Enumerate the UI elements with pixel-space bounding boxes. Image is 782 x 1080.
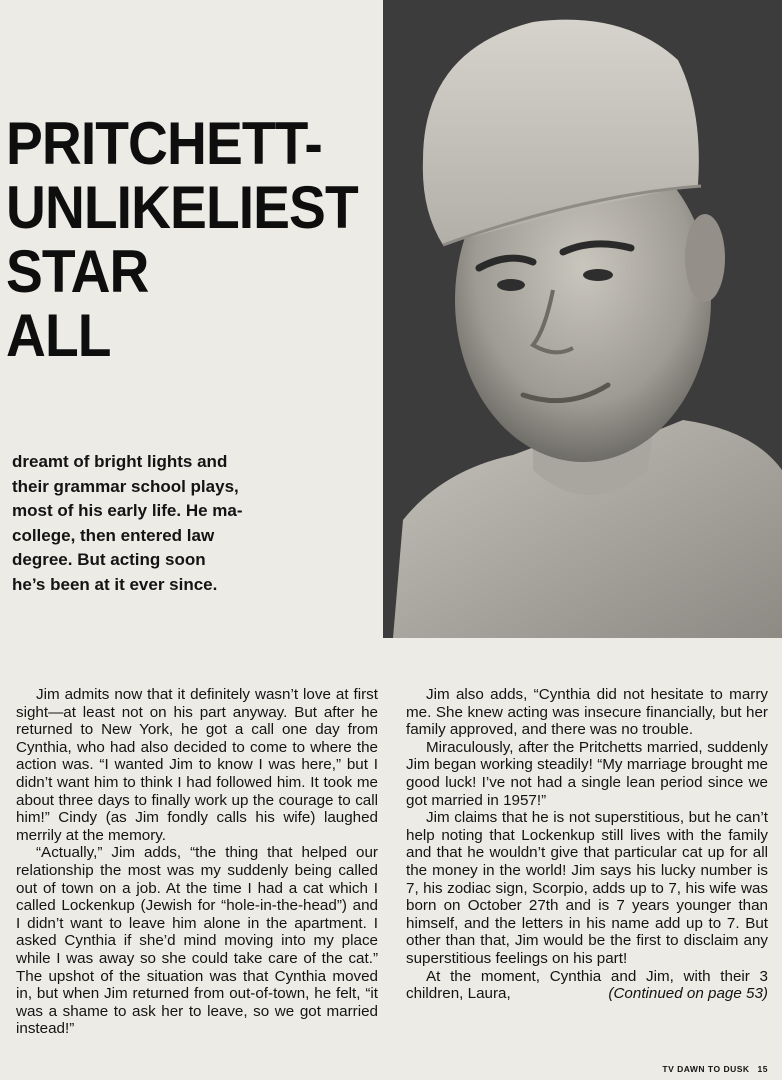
intro-line-6: he’s been at it ever since. (12, 574, 218, 594)
paragraph: “Actually,” Jim adds, “the thing that helped our relationship the most was my suddenly being called out of town on a job. At the time I had a cat which I called Lockenkup (Jewish for “hole-in-the-head”) and I didn’t want to leave him alone in the apartment. I asked Cynthia if she’d mind moving into my place while I was away so she could take care of the cat.” The upshot of the situation was that Cynthia moved in, but when Jim returned from out-of-town, he felt, “it was a shame to ask her to leave, so we got married instead!” (16, 844, 378, 1038)
intro-line-5: degree. But acting soon (12, 550, 206, 570)
paragraph: Miraculously, after the Pritchetts married, suddenly Jim began working steadily! “My marriage brought me good luck! I’ve not had a single lean period since we got married in 1957!” (406, 738, 768, 809)
intro-text (12, 450, 380, 598)
magazine-name: TV DAWN TO DUSK (662, 1064, 750, 1074)
headline (6, 110, 358, 369)
portrait-illustration (383, 0, 782, 638)
intro-line-4: college, then entered law (12, 525, 215, 545)
paragraph: Jim admits now that it definitely wasn’t love at first sight—at least not on his part anyway. But after he returned to New York, he got a call one day from Cynthia, who had also decided to come to where the action was. “I wanted Jim to know I was here,” but I didn’t want him to think I had followed him. It took me about three days to finally work up the courage to call him!” Cindy (as Jim fondly calls his wife) laughed merrily at the memory. (16, 686, 378, 844)
headline-line-1: PRITCHETT- (6, 110, 322, 177)
article-column-left (16, 686, 378, 1038)
intro-line-2: their grammar school plays, (12, 476, 239, 496)
paragraph: Jim claims that he is not superstitious, but he can’t help noting that Lockenkup still lives with the family and that he wouldn’t give that particular cat up for all the money in the world! Jim says his lucky number is 7, his zodiac sign, Scorpio, adds up to 7, his wife was born on October 27th and is 7 years younger than himself, and the letters in his name add up to 7. But other than that, Jim would be the first to disclaim any superstitious feelings on his part! (406, 809, 768, 967)
article-column-right (406, 686, 768, 1003)
portrait-photo (383, 0, 782, 638)
page-footer (654, 1064, 768, 1074)
intro-line-1: dreamt of bright lights and (12, 452, 228, 471)
headline-line-3: STAR (6, 238, 149, 305)
paragraph-last (406, 968, 768, 1003)
last-paragraph-text: At the moment, Cynthia and Jim, with their 3 children, Laura, (406, 967, 768, 1003)
headline-line-2: UNLIKELIEST (6, 174, 358, 241)
headline-line-4: ALL (6, 302, 111, 369)
intro-line-3: most of his early life. He ma- (12, 501, 243, 521)
continued-note: (Continued on page 53) (608, 985, 768, 1003)
page-number: 15 (757, 1064, 768, 1074)
paragraph: Jim also adds, “Cynthia did not hesitate to marry me. She knew acting was insecure financially, but her family approved, and there was no trouble. (406, 686, 768, 739)
